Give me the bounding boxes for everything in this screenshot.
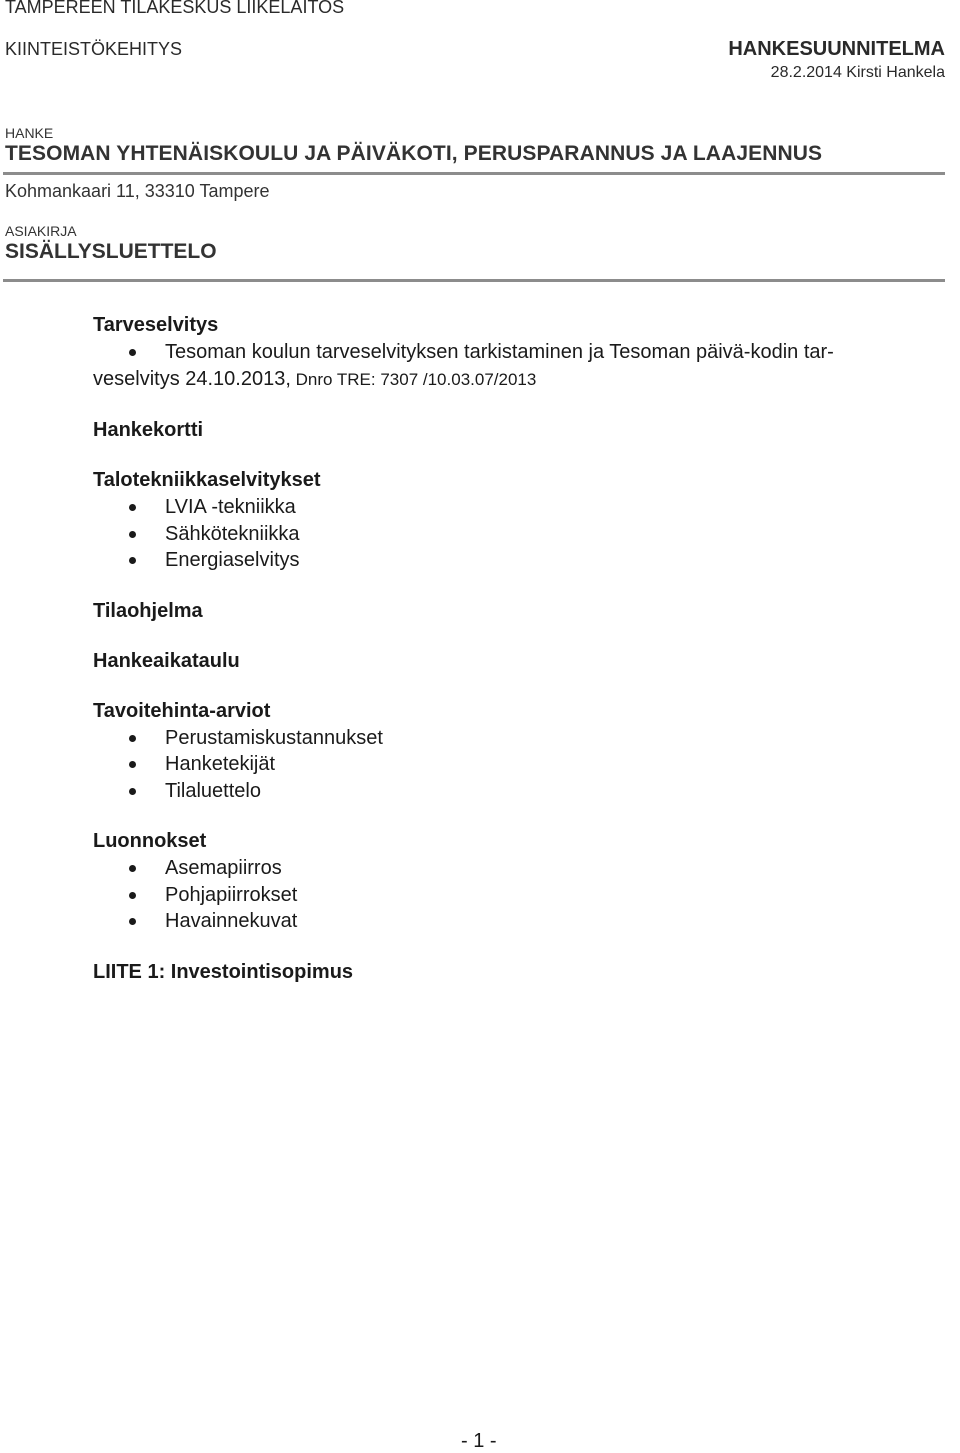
toc-section-tilaohjelma: [93, 598, 913, 624]
list-item-text: Tesoman koulun tarveselvityksen tarkistaminen ja Tesoman päivä-kodin tar-: [165, 341, 834, 363]
page-number: - 1 -: [461, 1430, 497, 1452]
organization-name: TAMPEREEN TILAKESKUS LIIKELAITOS: [5, 0, 345, 17]
list-item: [93, 882, 913, 909]
list-item-text: Pohjapiirrokset: [165, 883, 298, 906]
project-title: TESOMAN YHTENÄISKOULU JA PÄIVÄKOTI, PERUSPARANNUS JA LAAJENNUS: [5, 142, 823, 165]
toc-section-tavoitehinta: [93, 698, 913, 805]
list-item: [93, 494, 913, 521]
department-name: KIINTEISTÖKEHITYS: [5, 39, 183, 59]
list-item-text: Havainnekuvat: [165, 910, 298, 932]
list-item: [93, 855, 913, 882]
toc-section-tarveselvitys: [93, 312, 913, 393]
section-heading: LIITE 1: Investointisopimus: [93, 960, 354, 983]
list-item: [93, 751, 913, 778]
project-label: HANKE: [5, 125, 54, 141]
section-heading: Talotekniikkaselvitykset: [93, 469, 321, 491]
list-item-text: Perustamiskustannukset: [165, 726, 383, 749]
list-item-text: Asemapiirros: [165, 857, 282, 879]
list-item: [93, 339, 913, 393]
section-heading: Tilaohjelma: [93, 599, 203, 622]
list-item-text: LVIA -tekniikka: [165, 496, 296, 518]
toc-section-hankeaikataulu: [93, 648, 913, 674]
bullet-icon: [129, 557, 136, 564]
list-item: [93, 725, 913, 752]
bullet-icon: [129, 349, 136, 356]
document-title: SISÄLLYSLUETTELO: [5, 240, 217, 263]
list-item: [93, 908, 913, 935]
section-heading: Hankekortti: [93, 419, 204, 441]
bullet-icon: [129, 918, 136, 925]
list-item-text: veselvitys 24.10.2013,: [93, 367, 291, 390]
document-label: ASIAKIRJA: [5, 223, 77, 239]
section-heading: Tavoitehinta-arviot: [93, 699, 271, 722]
divider-rule: [3, 279, 945, 282]
project-address: Kohmankaari 11, 33310 Tampere: [5, 181, 270, 201]
toc-section-liite: [93, 959, 913, 985]
toc-section-luonnokset: [93, 828, 913, 935]
list-item-text: Sähkötekniikka: [165, 522, 300, 545]
bullet-icon: [129, 892, 136, 899]
list-item-text: Hanketekijät: [165, 753, 276, 775]
document-type: HANKESUUNNITELMA: [728, 38, 945, 60]
table-of-contents: [93, 312, 913, 1009]
bullet-icon: [129, 865, 136, 872]
list-item-text: Tilaluettelo: [165, 779, 261, 802]
list-item: [93, 521, 913, 548]
record-number: Dnro TRE: 7307 /10.03.07/2013: [290, 369, 537, 389]
toc-section-talotekniikka: [93, 467, 913, 574]
section-heading: Luonnokset: [93, 830, 207, 852]
bullet-icon: [129, 735, 136, 742]
section-heading: Tarveselvitys: [93, 314, 219, 336]
list-item-continuation: [93, 366, 913, 394]
bullet-icon: [129, 761, 136, 768]
list-item-text: Energiaselvitys: [165, 549, 300, 571]
bullet-icon: [129, 504, 136, 511]
divider-rule: [3, 172, 945, 175]
date-author: 28.2.2014 Kirsti Hankela: [770, 64, 945, 81]
bullet-icon: [129, 788, 136, 795]
bullet-icon: [129, 531, 136, 538]
section-heading: Hankeaikataulu: [93, 649, 240, 672]
toc-section-hankekortti: [93, 417, 913, 443]
list-item: [93, 778, 913, 805]
list-item: [93, 547, 913, 574]
